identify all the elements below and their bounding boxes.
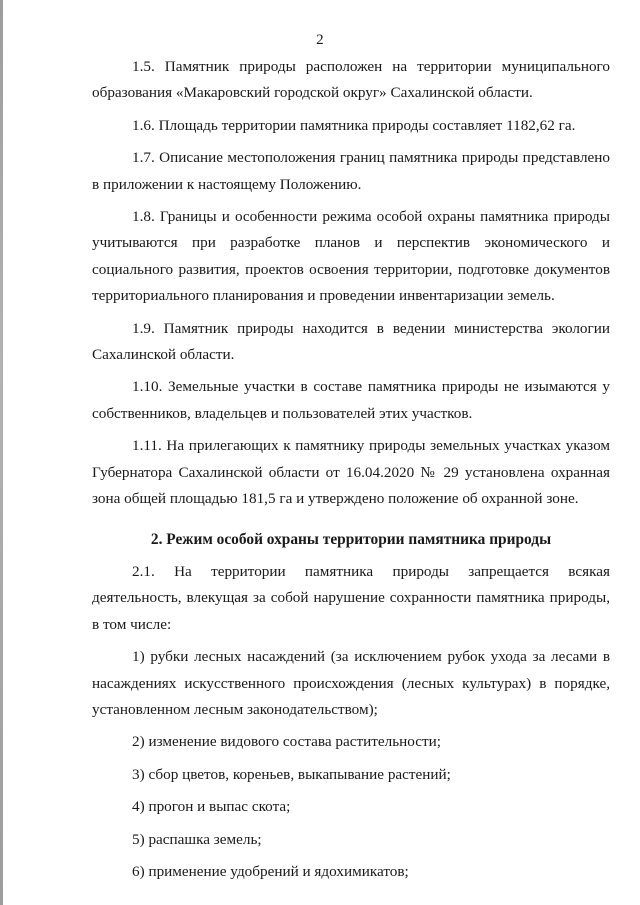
list-item: 6) применение удобрений и ядохимикатов; — [132, 862, 409, 880]
section-2-heading: 2. Режим особой охраны территории памятника природы — [150, 530, 552, 548]
list-item: 5) распашка земель; — [132, 830, 262, 848]
list-item: 2) изменение видового состава растительности; — [132, 733, 441, 751]
paragraph-1-5: 1.5. Памятник природы расположен на территории муниципального образования «Макаровский городской округ» Сахалинской области. — [92, 58, 610, 102]
paragraph-1-10: 1.10. Земельные участки в составе памятника природы не изымаются у собственников, владельцев и пользователей этих участков. — [92, 378, 610, 422]
paragraph-1-8: 1.8. Границы и особенности режима особой охраны памятника природы учитываются при разработке планов и перспектив экономического и социального развития, проектов освоения территории, подготовке документов территориального планирования и проведении инвентаризации земель. — [92, 208, 610, 305]
document-body — [92, 54, 610, 891]
paragraph-1-9: 1.9. Памятник природы находится в ведении министерства экологии Сахалинской области. — [92, 319, 610, 364]
page-number: 2 — [316, 32, 324, 48]
list-item: 1) рубки лесных насаждений (за исключением рубок ухода за лесами в насаждениях искусственного происхождения (лесных культурах) в порядке, установленном лесным законодательством); — [92, 648, 610, 718]
paragraph-2-1: 2.1. На территории памятника природы запрещается всякая деятельность, влекущая за собой нарушение сохранности памятника природы, в том числе: — [92, 562, 610, 633]
list-item: 3) сбор цветов, кореньев, выкапывание растений; — [132, 765, 451, 783]
scan-edge-shadow — [0, 0, 3, 905]
paragraph-1-6: 1.6. Площадь территории памятника природы составляет 1182,62 га. — [132, 116, 576, 134]
paragraph-1-7: 1.7. Описание местоположения границ памятника природы представлено в приложении к настоящему Положению. — [92, 149, 610, 193]
list-item: 4) прогон и выпас скота; — [132, 798, 291, 816]
paragraph-1-11: 1.11. На прилегающих к памятнику природы земельных участках указом Губернатора Сахалинской области от 16.04.2020 № 29 установлена охранная зона общей площадью 181,5 га и утверждено положение об охранной зоне. — [92, 437, 610, 508]
